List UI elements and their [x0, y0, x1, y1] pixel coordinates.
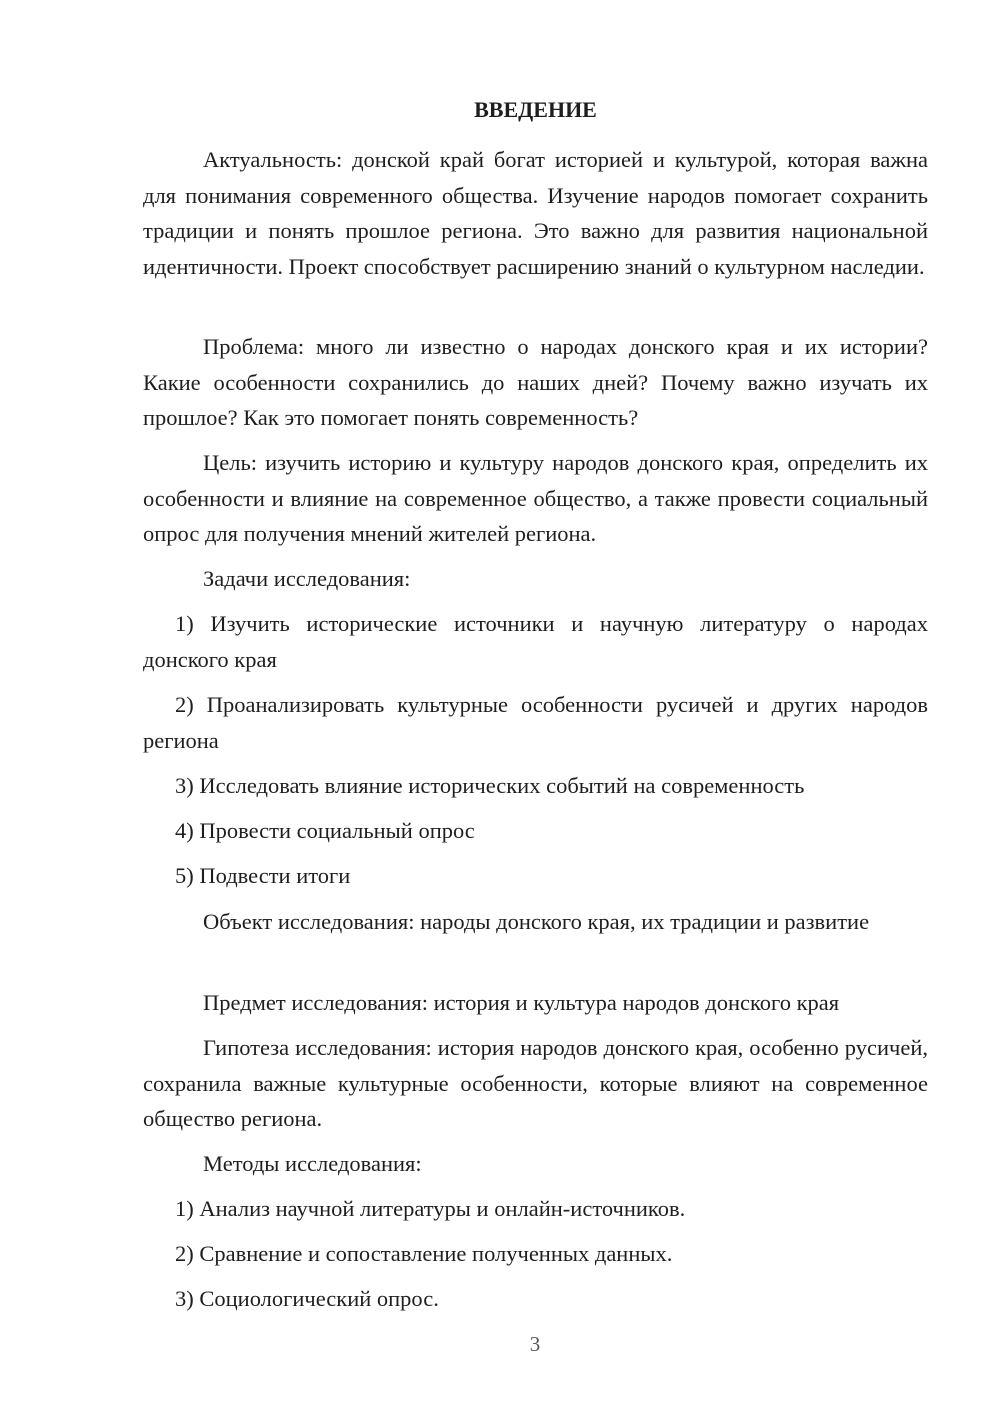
object-paragraph: Объект исследования: народы донского края, их традиции и развитие — [203, 909, 870, 934]
method-item: 3) Социологический опрос. — [175, 1286, 439, 1311]
page-title: ВВЕДЕНИЕ — [474, 97, 597, 122]
tasks-heading: Задачи исследования: — [203, 566, 411, 591]
method-item: 2) Сравнение и сопоставление полученных данных. — [175, 1241, 673, 1266]
task-item: 3) Исследовать влияние исторических событий на современность — [175, 773, 805, 798]
goal-paragraph: Цель: изучить историю и культуру народов донского края, определить их особенности и влияние на современное общество, а также провести социальный опрос для получения мнений жителей региона. — [143, 450, 928, 546]
methods-heading: Методы исследования: — [203, 1151, 422, 1176]
subject-paragraph: Предмет исследования: история и культура народов донского края — [203, 990, 840, 1015]
task-item: 1) Изучить исторические источники и научную литературу о народах донского края — [143, 611, 928, 672]
task-item: 2) Проанализировать культурные особенности русичей и других народов региона — [143, 692, 928, 753]
task-item: 5) Подвести итоги — [175, 863, 351, 888]
task-item: 4) Провести социальный опрос — [175, 818, 475, 843]
page-number: 3 — [529, 1332, 541, 1356]
method-item: 1) Анализ научной литературы и онлайн-источников. — [175, 1196, 686, 1221]
hypothesis-paragraph: Гипотеза исследования: история народов донского края, особенно русичей, сохранила важные культурные особенности, которые влияют на современное общество региона. — [143, 1035, 928, 1131]
problem-paragraph: Проблема: много ли известно о народах донского края и их истории? Какие особенности сохранились до наших дней? Почему важно изучать их прошлое? Как это помогает понять современность? — [143, 334, 928, 430]
relevance-paragraph: Актуальность: донской край богат историей и культурой, которая важна для понимания современного общества. Изучение народов помогает сохранить традиции и понять прошлое региона. Это важно для развития национальной идентичности. Проект способствует расширению знаний о культурном наследии. — [143, 147, 928, 279]
